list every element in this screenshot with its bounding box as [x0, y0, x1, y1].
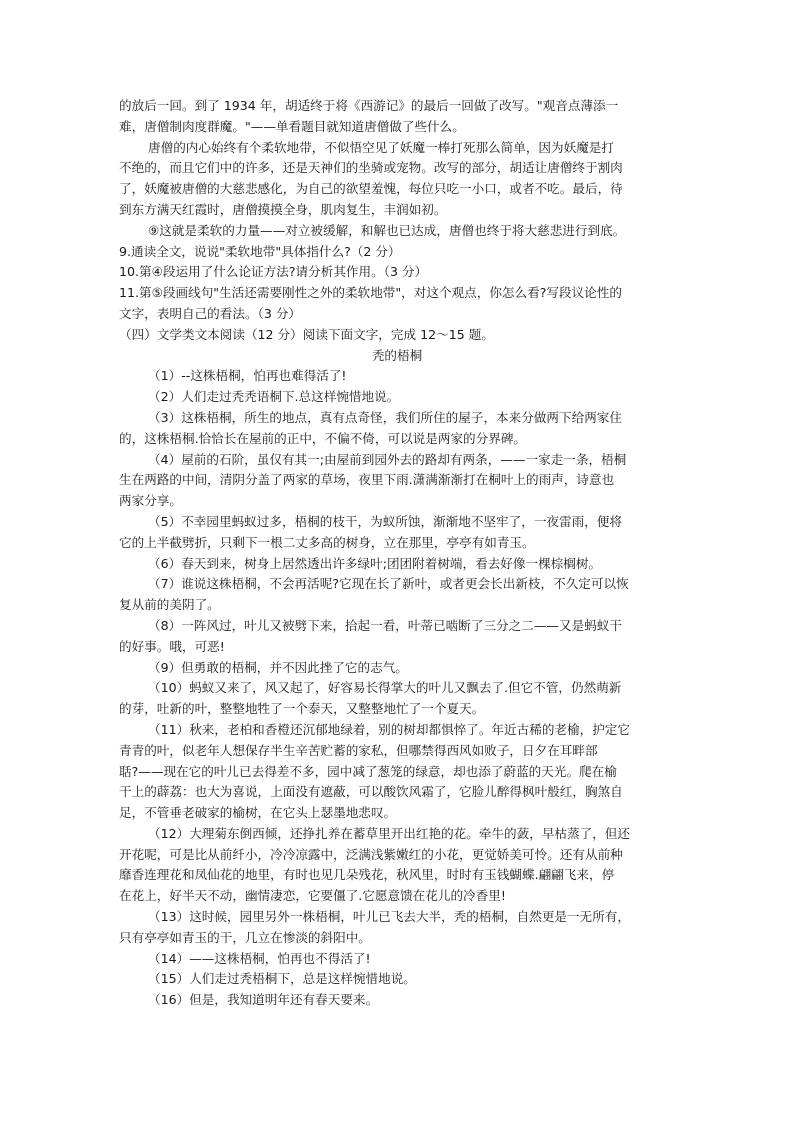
paragraph-10-line: （10）蚂蚁又来了，风又起了，好容易长得掌大的叶儿又飘去了.但它不管，仍然萌新 — [148, 680, 622, 696]
paragraph-15-line: （15）人们走过秃梧桐下，总是这样惋惜地说。 — [148, 971, 416, 987]
text-line: 了，妖魔被唐僧的大慈悲感化，为自己的欲望羞愧，每位只吃一小口，或者不吃。最后，待 — [119, 181, 623, 197]
text-line: 到东方满天红霞时，唐僧摸摸全身，肌肉复生，丰润如初。 — [119, 201, 447, 217]
paragraph-13-line: （13）这时候，园里另外一株梧桐，叶儿已飞去大半，秃的梧桐，自然更是一无所有， — [148, 909, 630, 925]
text-line: 不绝的，而且它们中的许多，还是天神们的坐骑或宠物。改写的部分，胡适让唐僧终于割肉 — [119, 160, 623, 176]
paragraph-11-line: 聒?——现在它的叶儿已去得差不多，园中减了葱笼的绿意，却也添了蔚蓝的天光。爬在榆 — [119, 763, 617, 779]
article-body — [119, 366, 675, 1011]
question-11-cont: 文字，表明自己的看法。（3 分） — [119, 305, 302, 321]
paragraph-12-line: 在花上，好半天不动，幽情凄恋，它要僵了.它愿意馈在花儿的冷香里! — [119, 888, 506, 904]
paragraph-10-line: 的芽，吐新的叶，整整地牲了一个泰天，又整整地忙了一个夏天。 — [119, 701, 485, 717]
paragraph-4-line: 生在两路的中间，清阴分盖了两家的草场，夜里下雨.潇满渐渐打在桐叶上的雨声，诗意也 — [119, 472, 615, 488]
article-title: 秃的梧桐 — [371, 347, 423, 363]
paragraph-6-line: （6）春天到来，树身上居然透出许多绿叶;团团附着树端，看去好像一棵棕榈树。 — [148, 555, 602, 571]
text-line: 唐僧的内心始终有个柔软地带，不似悟空见了妖魔一棒打死那么简单，因为妖魔是打 — [148, 139, 614, 155]
text-line: 的放后一回。到了 1934 年，胡适终于将《西游记》的最后一回做了改写。"观音点薄添一 — [119, 98, 619, 113]
paragraph-7-line: （7）谁说这株梧桐，不会再活呢?它现在长了新叶，或者更会长出新枝，不久定可以恢 — [148, 576, 629, 592]
paragraph-11-line: 青青的叶，似老年人想保存半生辛苦贮蓄的家私，但哪禁得西风如败子，日夕在耳畔部 — [119, 742, 598, 758]
paragraph-8-line: （8）一阵风过，叶儿又被劈下来，拾起一看，叶蒂已啮断了三分之二——又是蚂蚁干 — [148, 617, 622, 633]
paragraph-14-line: （14）——这株梧桐，怕再也不得活了! — [148, 950, 371, 966]
paragraph-12-line: 靡香连理花和凤仙花的地里，有时也见几朵残花，秋风里，时时有玉钱蝴蝶.翩翩飞来，停 — [119, 867, 615, 883]
paragraph-4-line: （4）屋前的石阶，虽仅有其一;由屋前到园外去的路却有两条，——一家走一条，梧桐 — [148, 451, 627, 467]
paragraph-12-line: 开花呢，可是比从前纤小，冷冷凉露中，泛满浅紫嫩红的小花，更觉娇美可怜。还有从前种 — [119, 846, 623, 862]
paragraph-3-line: （3）这株梧桐，所生的地点，真有点奇怪，我们所住的屋子，本来分做两下给两家住 — [148, 409, 622, 425]
paragraph-11-line: 干上的薜荔：也大为喜说，上面没有遮蔽，可以酸饮风霜了，它脸儿醉得枫叶般红，胸煞自 — [119, 784, 623, 800]
question-9: 9.通读全文，说说"柔软地带"具体指什么?（2 分） — [119, 243, 401, 259]
section-heading: （四）文学类文本阅读（12 分）阅读下面文字，完成 12～15 题。 — [119, 326, 494, 342]
paragraph-3-line: 的，这株梧桐.恰恰长在屋前的正中，不偏不倚，可以说是两家的分界碑。 — [119, 430, 527, 446]
text-line: ⑨这就是柔软的力量——对立被缓解，和解也已达成，唐僧也终于将大慈悲进行到底。 — [148, 222, 626, 238]
paragraph-5-line: 它的上半截劈折，只剩下一根二丈多高的树身，立在那里，亭亭有如青玉。 — [119, 534, 535, 550]
question-11: 11.第⑤段画线句"生活还需要刚性之外的柔软地带"，对这个观点，你怎么看?写段议论性的 — [119, 285, 622, 301]
paragraph-11-line: （11）秋来，老柏和香橙还沉郁地绿着，别的树却都惧悴了。年近古稀的老榆，护定它 — [148, 721, 630, 737]
paragraph-11-line: 足，不管垂老破家的榆树，在它头上瑟墨地悲叹。 — [119, 805, 397, 821]
paragraph-13-line: 只有亭亭如青玉的干，几立在惨淡的斜阳中。 — [119, 929, 371, 945]
paragraph-9-line: （9）但勇敢的梧桐，并不因此挫了它的志气。 — [148, 659, 408, 675]
paragraph-5-line: （5）不幸园里蚂蚁过多，梧桐的枝干，为蚁所蚀，渐渐地不坚牢了，一夜雷雨，便将 — [148, 513, 622, 529]
paragraph-1-line: （1）--这株梧桐，怕再也难得活了! — [148, 368, 347, 384]
paragraph-4-line: 两家分享。 — [119, 493, 182, 509]
text-line: 难，唐僧制肉度群魔。"——单看题目就知道唐僧做了些什么。 — [119, 118, 465, 134]
paragraph-12-line: （12）大理菊东倒西倾，还挣扎养在蓄草里开出红艳的花。牵牛的蔹，早枯蒸了，但还 — [148, 825, 630, 841]
paragraph-16-line: （16）但是，我知道明年还有春天要来。 — [148, 992, 379, 1008]
paragraph-7-line: 复从前的美阴了。 — [119, 597, 220, 613]
question-10: 10.第④段运用了什么论证方法?请分析其作用。（3 分） — [119, 264, 428, 280]
paragraph-2-line: （2）人们走过秃秃语桐下.总这样惋惜地说。 — [148, 389, 400, 405]
paragraph-8-line: 的好事。哦，可恶! — [119, 638, 225, 654]
document-page — [119, 96, 675, 1011]
